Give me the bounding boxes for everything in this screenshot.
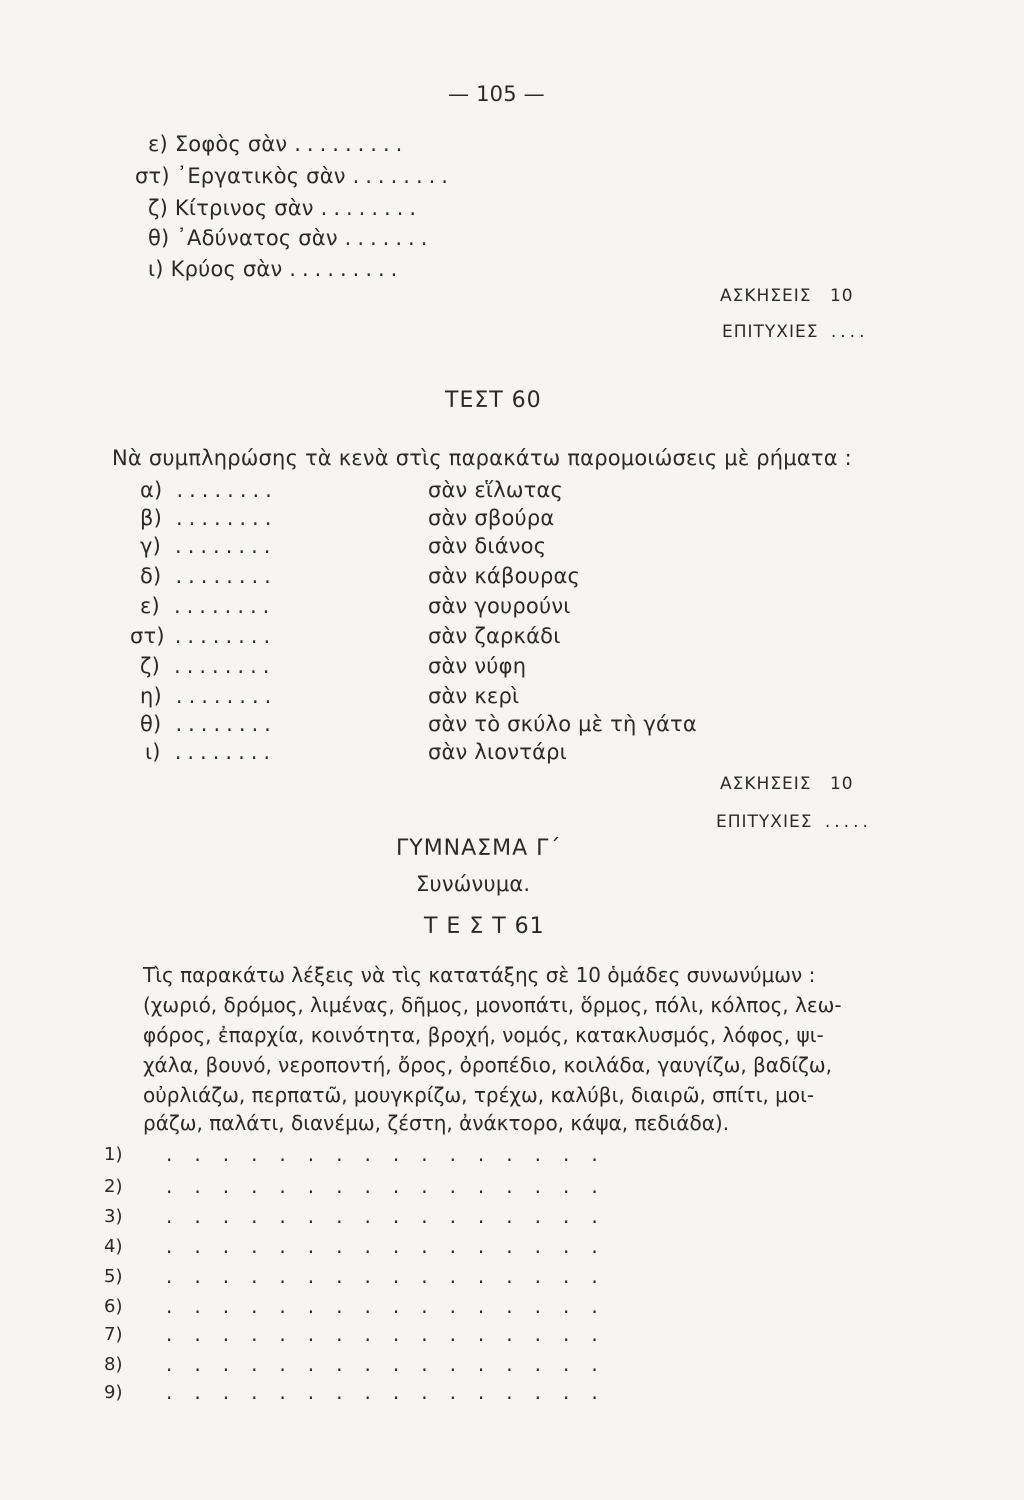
- row-number: 5): [104, 1266, 123, 1287]
- list-item: [140, 712, 277, 736]
- item-label: δ): [140, 564, 162, 588]
- score-blank: ....: [830, 322, 869, 342]
- item-label: α): [140, 478, 163, 502]
- test-60-title: ΤΕΣΤ 60: [445, 388, 542, 413]
- fill-in-blank: ........: [176, 506, 278, 530]
- fill-in-blank: ........: [175, 684, 278, 708]
- list-item: [140, 654, 275, 678]
- fill-in-blank: .......: [344, 226, 434, 250]
- item-label: θ): [148, 226, 170, 250]
- item-text: σὰν κερὶ: [428, 684, 520, 708]
- score-label: ΑΣΚΗΣΕΙΣ: [720, 774, 812, 794]
- fill-in-blank: ................: [166, 1264, 620, 1288]
- list-item: [148, 257, 403, 281]
- test-61-title: Τ Ε Σ Τ 61: [424, 914, 545, 939]
- item-text: ᾿Εργατικὸς σὰν: [176, 164, 346, 188]
- item-label: ζ): [148, 196, 169, 220]
- gymnasma-subtitle: Συνώνυμα.: [416, 872, 531, 896]
- row-number: 6): [104, 1296, 123, 1317]
- list-item: [130, 624, 276, 648]
- item-text: σὰν σβούρα: [428, 506, 555, 530]
- fill-in-blank: ................: [166, 1234, 620, 1258]
- score-epityxies: [716, 812, 872, 832]
- list-item: [140, 478, 278, 502]
- fill-in-blank: ........: [352, 164, 454, 188]
- row-number: 4): [104, 1236, 123, 1257]
- list-item: [140, 564, 277, 588]
- fill-in-blank: ................: [166, 1322, 620, 1346]
- score-label: ΕΠΙΤΥΧΙΕΣ: [716, 812, 813, 832]
- list-item: [148, 132, 408, 156]
- gymnasma-title: ΓΥΜΝΑΣΜΑ Γ΄: [396, 836, 562, 861]
- row-number: 8): [104, 1354, 123, 1375]
- list-item: [140, 506, 277, 530]
- fill-in-blank: ................: [166, 1352, 620, 1376]
- list-item: [145, 740, 276, 764]
- item-text: σὰν διάνος: [428, 534, 547, 558]
- score-value: 10: [829, 774, 854, 794]
- item-text: σὰν ζαρκάδι: [428, 624, 561, 648]
- score-epityxies: [722, 322, 868, 342]
- score-askiseis: [720, 286, 854, 306]
- row-number: 3): [104, 1206, 123, 1227]
- fill-in-blank: ........: [175, 534, 277, 558]
- paragraph-line: οὐρλιάζω, περπατῶ, μουγκρίζω, τρέχω, καλύβι, διαιρῶ, σπίτι, μοι-: [143, 1083, 815, 1107]
- item-text: σὰν εἵλωτας: [428, 478, 564, 502]
- list-item: [148, 196, 422, 220]
- fill-in-blank: ........: [175, 564, 277, 588]
- fill-in-blank: ........: [173, 594, 276, 618]
- fill-in-blank: ................: [166, 1380, 620, 1404]
- fill-in-blank: ........: [174, 740, 277, 764]
- fill-in-blank: ........: [320, 196, 423, 220]
- score-label: ΕΠΙΤΥΧΙΕΣ: [722, 322, 819, 342]
- fill-in-blank: .........: [289, 257, 404, 281]
- item-text: Σοφὸς σὰν: [174, 132, 288, 156]
- list-item: [140, 684, 277, 708]
- item-text: σὰν νύφη: [428, 654, 527, 678]
- item-text: ᾿Αδύνατος σὰν: [176, 226, 338, 250]
- fill-in-blank: ........: [176, 478, 278, 502]
- fill-in-blank: ........: [174, 624, 277, 648]
- paragraph-line: Τὶς παρακάτω λέξεις νὰ τὶς κατατάξης σὲ 10 ὁμάδες συνωνύμων :: [143, 963, 816, 987]
- item-label: ε): [148, 132, 168, 156]
- list-item: [148, 226, 433, 250]
- item-label: η): [140, 684, 162, 708]
- row-number: 7): [104, 1324, 123, 1345]
- item-label: ζ): [140, 654, 161, 678]
- row-number: 9): [104, 1382, 123, 1403]
- fill-in-blank: ................: [166, 1204, 620, 1228]
- item-label: στ): [135, 164, 170, 188]
- paragraph-line: χάλα, βουνό, νεροποντή, ὄρος, ὀροπέδιο, κοιλάδα, γαυγίζω, βαδίζω,: [143, 1053, 832, 1077]
- item-text: σὰν τὸ σκύλο μὲ τὴ γάτα: [428, 712, 697, 736]
- page-number: — 105 —: [448, 82, 545, 106]
- fill-in-blank: ........: [174, 654, 276, 678]
- item-text: σὰν κάβουρας: [428, 564, 581, 588]
- fill-in-blank: ........: [175, 712, 277, 736]
- fill-in-blank: ................: [166, 1174, 620, 1198]
- score-blank: .....: [824, 812, 872, 832]
- item-text: Κρύος σὰν: [170, 257, 283, 281]
- fill-in-blank: .........: [294, 132, 409, 156]
- score-label: ΑΣΚΗΣΕΙΣ: [720, 286, 812, 306]
- item-text: σὰν λιοντάρι: [428, 740, 567, 764]
- paragraph-line: (χωριό, δρόμος, λιμένας, δῆμος, μονοπάτι, ὅρμος, πόλι, κόλπος, λεω-: [143, 993, 842, 1017]
- row-number: 2): [104, 1176, 123, 1197]
- item-text: Κίτρινος σὰν: [174, 196, 314, 220]
- item-label: στ): [130, 624, 165, 648]
- fill-in-blank: ................: [166, 1142, 620, 1166]
- item-label: ι): [145, 740, 161, 764]
- item-label: β): [140, 506, 162, 530]
- fill-in-blank: ................: [166, 1294, 620, 1318]
- item-label: γ): [140, 534, 162, 558]
- paragraph-line: ράζω, παλάτι, διανέμω, ζέστη, ἀνάκτορο, κάψα, πεδιάδα).: [143, 1111, 730, 1135]
- list-item: [135, 164, 454, 188]
- score-value: 10: [829, 286, 854, 306]
- item-text: σὰν γουρούνι: [428, 594, 571, 618]
- item-label: θ): [140, 712, 162, 736]
- item-label: ι): [148, 257, 164, 281]
- score-askiseis: [720, 774, 854, 794]
- item-label: ε): [140, 594, 160, 618]
- test-60-instruction: Νὰ συμπληρώσης τὰ κενὰ στὶς παρακάτω παρομοιώσεις μὲ ρήματα :: [112, 446, 852, 470]
- row-number: 1): [104, 1144, 123, 1165]
- paragraph-line: φόρος, ἐπαρχία, κοινότητα, βροχή, νομός, κατακλυσμός, λόφος, ψι-: [143, 1023, 824, 1047]
- list-item: [140, 594, 275, 618]
- list-item: [140, 534, 276, 558]
